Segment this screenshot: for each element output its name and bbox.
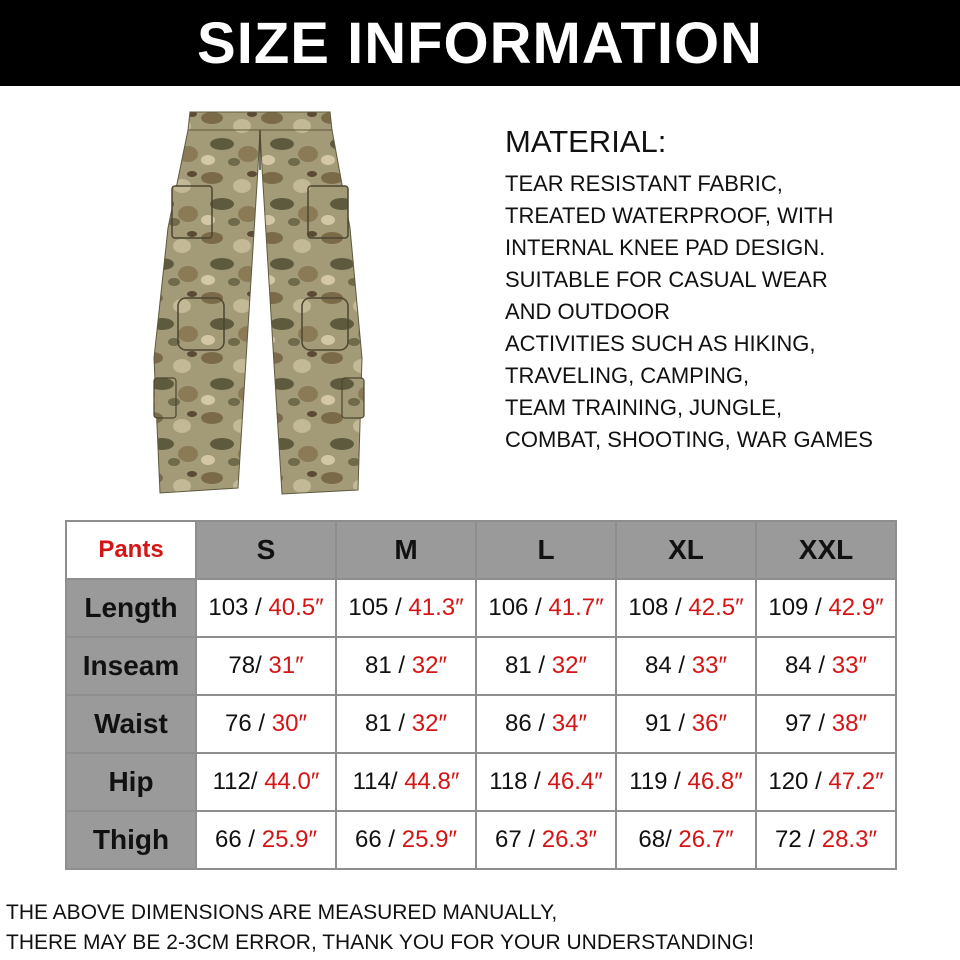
- inch-value: 31″: [268, 652, 304, 679]
- measure-cell: [616, 579, 756, 637]
- cm-value: 109 /: [768, 594, 829, 621]
- cm-value: 67 /: [495, 826, 542, 853]
- material-line: TREATED WATERPROOF, WITH: [505, 203, 834, 228]
- inch-value: 42.9″: [828, 594, 884, 621]
- cm-value: 66 /: [355, 826, 402, 853]
- product-image: [140, 108, 380, 500]
- cm-value: 112/: [212, 768, 265, 795]
- cm-value: 66 /: [215, 826, 262, 853]
- inch-value: 33″: [691, 652, 727, 679]
- inch-value: 25.9″: [261, 826, 317, 853]
- note-line: THERE MAY BE 2-3CM ERROR, THANK YOU FOR YOUR UNDERSTANDING!: [6, 931, 754, 954]
- material-description: [505, 122, 945, 456]
- cm-value: 78/: [228, 652, 269, 679]
- measure-cell: [616, 637, 756, 695]
- inch-value: 40.5″: [268, 594, 324, 621]
- cm-value: 114/: [352, 768, 405, 795]
- measure-cell: [616, 811, 756, 869]
- corner-label: Pants: [66, 521, 196, 579]
- size-header: S: [196, 521, 336, 579]
- inch-value: 30″: [271, 710, 307, 737]
- cm-value: 118 /: [489, 768, 548, 795]
- measure-cell: [476, 579, 616, 637]
- measure-cell: [756, 811, 896, 869]
- cm-value: 105 /: [348, 594, 409, 621]
- cm-value: 76 /: [225, 710, 272, 737]
- measure-cell: [196, 753, 336, 811]
- inch-value: 26.3″: [541, 826, 597, 853]
- table-row: [66, 579, 896, 637]
- material-line: COMBAT, SHOOTING, WAR GAMES: [505, 427, 873, 452]
- measure-cell: [476, 753, 616, 811]
- cm-value: 97 /: [785, 710, 832, 737]
- table-row: [66, 811, 896, 869]
- measure-cell: [476, 811, 616, 869]
- title-banner: [0, 0, 960, 86]
- row-label: Waist: [66, 695, 196, 753]
- inch-value: 41.3″: [408, 594, 464, 621]
- measurement-note: [6, 898, 956, 958]
- cm-value: 72 /: [775, 826, 822, 853]
- measure-cell: [336, 637, 476, 695]
- inch-value: 25.9″: [401, 826, 457, 853]
- inch-value: 41.7″: [548, 594, 604, 621]
- size-chart-table: [65, 520, 897, 870]
- material-line: TEAR RESISTANT FABRIC,: [505, 171, 783, 196]
- size-header: L: [476, 521, 616, 579]
- inch-value: 47.2″: [828, 768, 884, 795]
- measure-cell: [336, 579, 476, 637]
- material-line: AND OUTDOOR: [505, 299, 670, 324]
- measure-cell: [616, 695, 756, 753]
- measure-cell: [336, 811, 476, 869]
- inch-value: 32″: [411, 710, 447, 737]
- inch-value: 46.4″: [547, 768, 603, 795]
- material-line: TRAVELING, CAMPING,: [505, 363, 750, 388]
- row-label: Hip: [66, 753, 196, 811]
- measure-cell: [336, 695, 476, 753]
- measure-cell: [756, 579, 896, 637]
- cm-value: 120 /: [768, 768, 829, 795]
- row-label: Thigh: [66, 811, 196, 869]
- inch-value: 28.3″: [821, 826, 877, 853]
- inch-value: 36″: [691, 710, 727, 737]
- cm-value: 81 /: [365, 710, 412, 737]
- cm-value: 108 /: [628, 594, 689, 621]
- cm-value: 91 /: [645, 710, 692, 737]
- measure-cell: [336, 753, 476, 811]
- measure-cell: [476, 637, 616, 695]
- measure-cell: [476, 695, 616, 753]
- cm-value: 68/: [638, 826, 679, 853]
- material-title: MATERIAL:: [505, 124, 667, 159]
- measure-cell: [756, 695, 896, 753]
- inch-value: 32″: [411, 652, 447, 679]
- cm-value: 119 /: [629, 768, 688, 795]
- page-title: SIZE INFORMATION: [197, 10, 763, 76]
- row-label: Length: [66, 579, 196, 637]
- inch-value: 46.8″: [687, 768, 743, 795]
- material-line: TEAM TRAINING, JUNGLE,: [505, 395, 783, 420]
- cm-value: 106 /: [488, 594, 549, 621]
- inch-value: 38″: [831, 710, 867, 737]
- size-header: XXL: [756, 521, 896, 579]
- inch-value: 26.7″: [678, 826, 734, 853]
- size-header: M: [336, 521, 476, 579]
- table-row: [66, 695, 896, 753]
- inch-value: 44.0″: [264, 768, 320, 795]
- material-line: SUITABLE FOR CASUAL WEAR: [505, 267, 828, 292]
- material-line: INTERNAL KNEE PAD DESIGN.: [505, 235, 826, 260]
- pants-illustration: [140, 108, 380, 500]
- cm-value: 86 /: [505, 710, 552, 737]
- inch-value: 32″: [551, 652, 587, 679]
- measure-cell: [756, 753, 896, 811]
- cm-value: 81 /: [505, 652, 552, 679]
- table-row: [66, 637, 896, 695]
- row-label: Inseam: [66, 637, 196, 695]
- measure-cell: [196, 637, 336, 695]
- inch-value: 34″: [551, 710, 587, 737]
- cm-value: 81 /: [365, 652, 412, 679]
- cm-value: 103 /: [208, 594, 269, 621]
- cm-value: 84 /: [785, 652, 832, 679]
- measure-cell: [756, 637, 896, 695]
- size-header-row: [66, 521, 896, 579]
- cm-value: 84 /: [645, 652, 692, 679]
- measure-cell: [196, 695, 336, 753]
- note-line: THE ABOVE DIMENSIONS ARE MEASURED MANUALLY,: [6, 901, 558, 924]
- inch-value: 33″: [831, 652, 867, 679]
- measure-cell: [616, 753, 756, 811]
- measure-cell: [196, 811, 336, 869]
- table-row: [66, 753, 896, 811]
- inch-value: 42.5″: [688, 594, 744, 621]
- measure-cell: [196, 579, 336, 637]
- material-line: ACTIVITIES SUCH AS HIKING,: [505, 331, 816, 356]
- size-header: XL: [616, 521, 756, 579]
- inch-value: 44.8″: [404, 768, 460, 795]
